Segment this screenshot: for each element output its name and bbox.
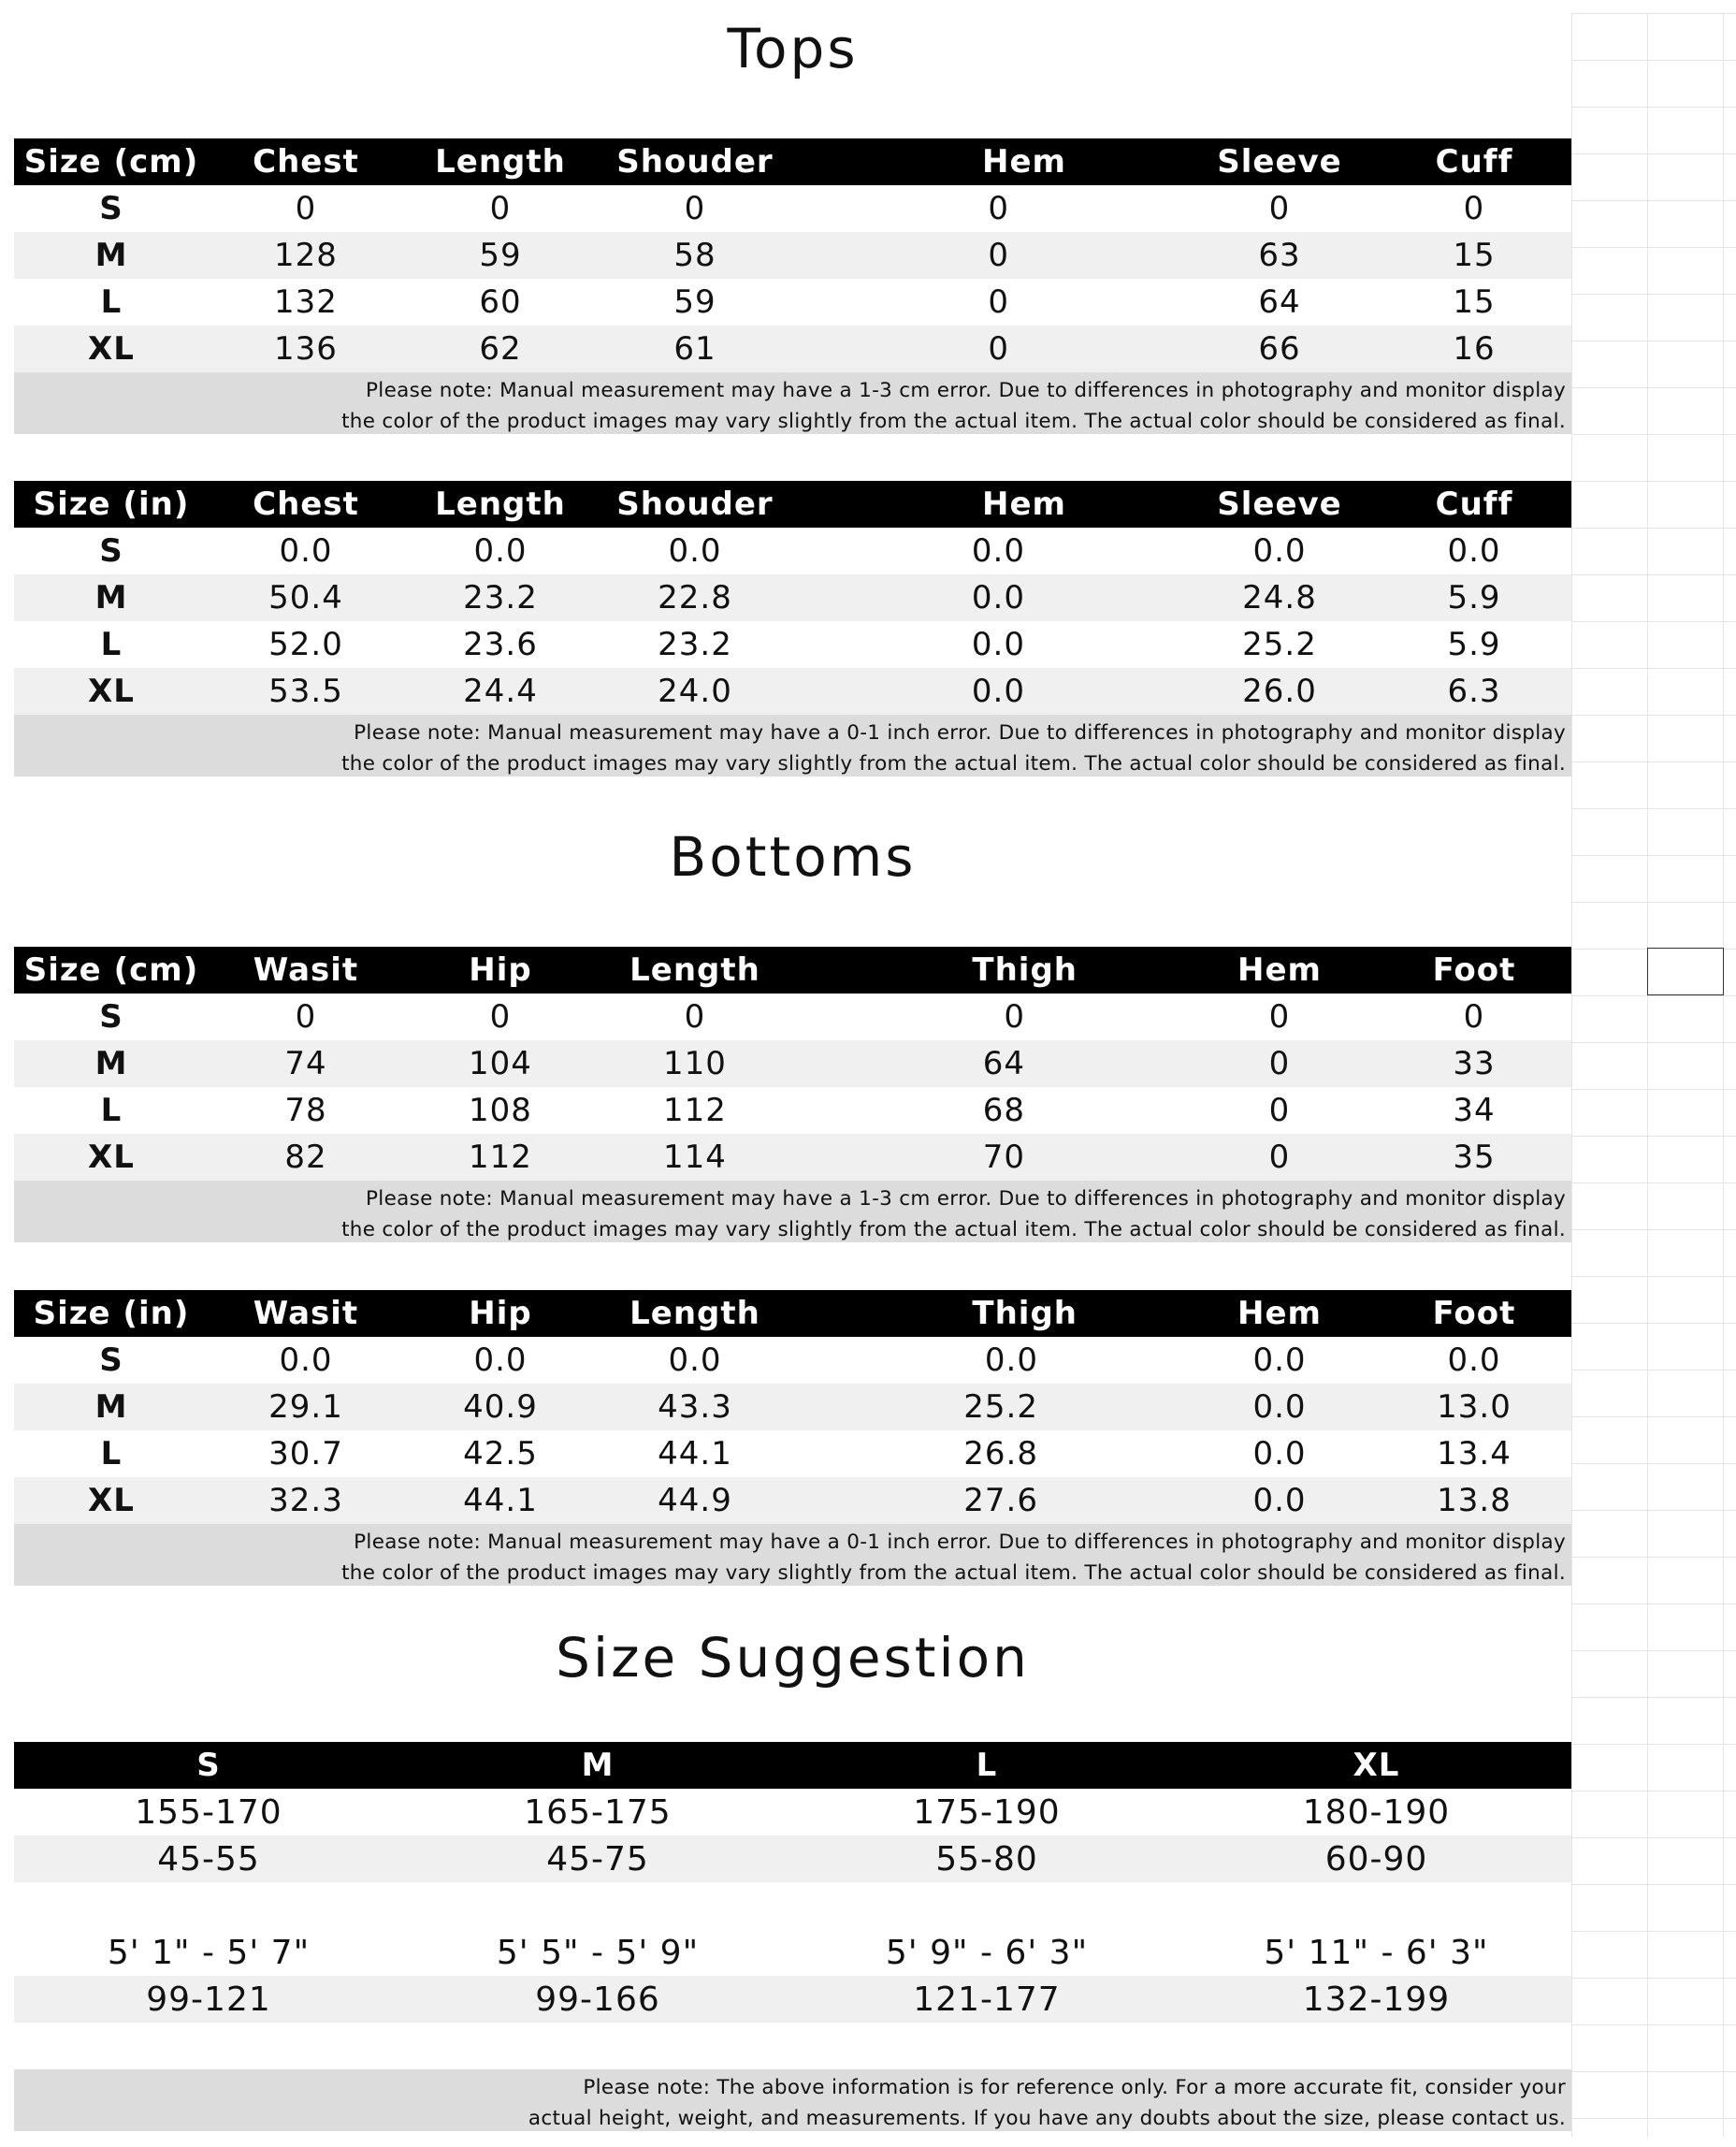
table-cell: 0 xyxy=(1268,998,1291,1036)
table-cell: 82 xyxy=(209,1134,403,1181)
header-cell: L xyxy=(792,1742,1181,1789)
table-cell: 99-121 xyxy=(14,1976,403,2023)
note-line: the color of the product images may vary slightly from the actual item. The actual color should be considered as final. xyxy=(341,752,1566,776)
header-cell: Wasit xyxy=(209,1290,403,1337)
table-cell: 45-75 xyxy=(403,1835,792,1882)
table-cell: 59 xyxy=(403,232,598,279)
table-cell: 40.9 xyxy=(403,1384,598,1430)
table-cell: 44.1 xyxy=(658,1435,732,1472)
header-cell: Hip xyxy=(403,947,598,994)
note-line: the color of the product images may vary slightly from the actual item. The actual color should be considered as final. xyxy=(341,1218,1566,1241)
table-cell: 0.0 xyxy=(1182,1384,1377,1430)
table-cell: 114 xyxy=(598,1134,792,1181)
size-suggestion-table xyxy=(14,1742,1571,2023)
table-cell: XL xyxy=(14,326,209,372)
table-cell: 128 xyxy=(209,232,403,279)
table-cell: 0 xyxy=(295,190,317,227)
table-row xyxy=(14,528,1571,574)
table-row xyxy=(14,1835,1571,1882)
table-row xyxy=(14,1087,1571,1134)
table-cell: 0.0 xyxy=(792,668,1182,715)
table-row xyxy=(14,574,1571,621)
note-line: Please note: Manual measurement may have a 0-1 inch error. Due to differences in photography and monitor display xyxy=(354,721,1566,745)
table-cell: 110 xyxy=(598,1040,792,1087)
table-cell: 61 xyxy=(598,326,792,372)
reference-note xyxy=(14,2069,1571,2131)
table-cell: 44.1 xyxy=(403,1477,598,1524)
table-cell: 136 xyxy=(209,326,403,372)
table-cell: 5' 1" - 5' 7" xyxy=(107,1933,311,1972)
table-cell: 132 xyxy=(274,283,338,321)
header-cell: Hem xyxy=(792,138,1182,185)
table-cell: 64 xyxy=(1258,283,1301,321)
table-cell: 0.0 xyxy=(1252,1435,1307,1472)
table-cell: 43.3 xyxy=(598,1384,792,1430)
table-row xyxy=(14,1384,1571,1430)
table-cell: 132-199 xyxy=(1181,1976,1571,2023)
table-cell: 25.2 xyxy=(1242,626,1317,663)
spreadsheet-grid xyxy=(1571,13,1736,2137)
table-cell: 0.0 xyxy=(1447,1342,1501,1379)
table-cell: 58 xyxy=(598,232,792,279)
header-cell: Cuff xyxy=(1377,138,1571,185)
tops-title: Tops xyxy=(727,17,859,80)
table-cell: 0 xyxy=(1268,1092,1291,1129)
table-cell: 0 xyxy=(988,283,1009,321)
table-cell: 121-177 xyxy=(792,1976,1181,2023)
table-row xyxy=(14,1976,1571,2023)
table-cell: 0 xyxy=(489,190,512,227)
table-cell: 15 xyxy=(1453,283,1496,321)
note-line: Please note: Manual measurement may have a 1-3 cm error. Due to differences in photography and monitor display xyxy=(366,379,1566,402)
header-cell: Chest xyxy=(209,138,403,185)
table-cell: 5' 5" - 5' 9" xyxy=(496,1933,700,1972)
table-cell: L xyxy=(100,626,123,663)
table-cell: 6.3 xyxy=(1377,668,1571,715)
measurement-note xyxy=(14,372,1571,434)
table-cell: S xyxy=(99,1342,123,1379)
table-cell: 5' 11" - 6' 3" xyxy=(1264,1933,1489,1972)
table-cell: 175-190 xyxy=(913,1792,1061,1832)
header-cell: Thigh xyxy=(792,947,1182,994)
table-cell: 59 xyxy=(673,283,716,321)
table-cell: 5' 9" - 6' 3" xyxy=(885,1933,1089,1972)
note-line: Please note: Manual measurement may have a 0-1 inch error. Due to differences in photography and monitor display xyxy=(354,1530,1566,1554)
table-cell: 0 xyxy=(1463,998,1485,1036)
table-cell: 0.0 xyxy=(473,532,528,570)
table-cell: 0.0 xyxy=(792,574,1182,621)
header-cell: Length xyxy=(598,1290,792,1337)
table-cell: L xyxy=(100,283,123,321)
table-cell: 0 xyxy=(792,326,1182,372)
header-cell: Hem xyxy=(1182,947,1377,994)
table-cell: 0 xyxy=(684,998,706,1036)
table-cell: M xyxy=(14,574,209,621)
table-header-row xyxy=(14,138,1571,185)
table-cell: 13.8 xyxy=(1377,1477,1571,1524)
table-row xyxy=(14,185,1571,232)
table-cell: 33 xyxy=(1377,1040,1571,1087)
table-cell: 53.5 xyxy=(209,668,403,715)
table-row xyxy=(14,1882,1571,1929)
table-cell: 64 xyxy=(792,1040,1182,1087)
table-cell: 0.0 xyxy=(971,626,1025,663)
header-cell: Chest xyxy=(209,481,403,528)
bottoms-in-table xyxy=(14,1290,1571,1524)
table-cell: 16 xyxy=(1377,326,1571,372)
table-cell: 165-175 xyxy=(524,1792,672,1832)
table-cell: 24.0 xyxy=(598,668,792,715)
table-cell: 15 xyxy=(1377,232,1571,279)
measurement-note xyxy=(14,715,1571,776)
table-cell: 42.5 xyxy=(463,1435,538,1472)
table-cell xyxy=(1181,1882,1571,1929)
header-cell: M xyxy=(403,1742,792,1789)
table-row xyxy=(14,1134,1571,1181)
table-cell: S xyxy=(99,532,123,570)
header-cell: Sleeve xyxy=(1182,481,1377,528)
table-cell: 112 xyxy=(403,1134,598,1181)
table-cell: 24.8 xyxy=(1182,574,1377,621)
table-cell: 0.0 xyxy=(279,532,333,570)
table-row xyxy=(14,1929,1571,1976)
table-cell: 60 xyxy=(479,283,522,321)
table-cell: 0 xyxy=(988,190,1009,227)
table-cell: 180-190 xyxy=(1302,1792,1451,1832)
table-cell: 23.6 xyxy=(463,626,538,663)
note-line: the color of the product images may vary slightly from the actual item. The actual color should be considered as final. xyxy=(341,410,1566,433)
table-cell: 30.7 xyxy=(268,1435,343,1472)
table-cell: XL xyxy=(14,668,209,715)
table-cell: 0 xyxy=(792,232,1182,279)
header-cell: Size (cm) xyxy=(14,138,209,185)
table-cell: 0 xyxy=(1004,998,1025,1036)
table-cell: 0.0 xyxy=(279,1342,333,1379)
table-row xyxy=(14,1337,1571,1384)
table-cell: 0 xyxy=(489,998,512,1036)
table-row xyxy=(14,279,1571,326)
table-cell: M xyxy=(14,1384,209,1430)
header-cell: Shouder xyxy=(598,138,792,185)
table-cell: XL xyxy=(14,1134,209,1181)
table-cell: 0 xyxy=(1182,1134,1377,1181)
header-cell: S xyxy=(14,1742,403,1789)
table-cell: 0 xyxy=(684,190,706,227)
note-line: actual height, weight, and measurements. If you have any doubts about the size, please contact us. xyxy=(528,2107,1566,2130)
table-cell: 0.0 xyxy=(1252,532,1307,570)
table-cell: 0 xyxy=(1182,1040,1377,1087)
header-cell: Foot xyxy=(1377,947,1571,994)
table-cell: 0.0 xyxy=(1182,1477,1377,1524)
table-row xyxy=(14,1789,1571,1835)
table-row xyxy=(14,621,1571,668)
table-cell: 24.4 xyxy=(403,668,598,715)
table-row xyxy=(14,1477,1571,1524)
table-cell: 50.4 xyxy=(209,574,403,621)
table-cell: XL xyxy=(14,1477,209,1524)
note-line: Please note: The above information is for reference only. For a more accurate fit, consider your xyxy=(583,2076,1566,2099)
table-cell: 23.2 xyxy=(658,626,732,663)
header-cell: Size (cm) xyxy=(14,947,209,994)
table-header-row xyxy=(14,481,1571,528)
table-cell: 25.2 xyxy=(792,1384,1182,1430)
header-cell: Length xyxy=(403,481,598,528)
table-cell: 66 xyxy=(1182,326,1377,372)
note-line: Please note: Manual measurement may have a 1-3 cm error. Due to differences in photography and monitor display xyxy=(366,1187,1566,1211)
table-cell: 22.8 xyxy=(598,574,792,621)
table-cell: 155-170 xyxy=(135,1792,282,1832)
header-cell: Thigh xyxy=(792,1290,1182,1337)
table-cell xyxy=(14,1882,403,1929)
table-cell: 52.0 xyxy=(268,626,343,663)
header-cell: Shouder xyxy=(598,481,792,528)
table-cell: 99-166 xyxy=(403,1976,792,2023)
table-cell: 13.4 xyxy=(1437,1435,1512,1472)
measurement-note xyxy=(14,1181,1571,1242)
header-cell: Size (in) xyxy=(14,1290,209,1337)
table-cell: 5.9 xyxy=(1377,574,1571,621)
table-cell: 0.0 xyxy=(1447,532,1501,570)
table-cell: S xyxy=(99,998,123,1036)
table-cell: 74 xyxy=(209,1040,403,1087)
table-cell: 0.0 xyxy=(473,1342,528,1379)
table-cell: 0.0 xyxy=(984,1342,1038,1379)
table-cell: L xyxy=(100,1435,123,1472)
header-cell: Length xyxy=(598,947,792,994)
table-cell: 60-90 xyxy=(1181,1835,1571,1882)
header-cell: Length xyxy=(403,138,598,185)
table-cell: 0.0 xyxy=(668,532,722,570)
tops-in-table xyxy=(14,481,1571,715)
table-header-row xyxy=(14,947,1571,994)
selected-cell[interactable] xyxy=(1647,948,1724,995)
table-cell: 29.1 xyxy=(209,1384,403,1430)
table-cell: 35 xyxy=(1377,1134,1571,1181)
table-cell: 62 xyxy=(403,326,598,372)
table-row xyxy=(14,1430,1571,1477)
table-cell: 5.9 xyxy=(1447,626,1501,663)
table-row xyxy=(14,1040,1571,1087)
table-cell: 0 xyxy=(295,998,317,1036)
table-row xyxy=(14,232,1571,279)
table-cell: 26.0 xyxy=(1182,668,1377,715)
table-cell: 70 xyxy=(792,1134,1182,1181)
table-cell: 55-80 xyxy=(792,1835,1181,1882)
header-cell: Sleeve xyxy=(1182,138,1377,185)
table-cell: M xyxy=(14,232,209,279)
table-cell xyxy=(792,1882,1181,1929)
table-cell: 104 xyxy=(403,1040,598,1087)
table-row xyxy=(14,668,1571,715)
table-cell: 0.0 xyxy=(668,1342,722,1379)
table-cell: 32.3 xyxy=(209,1477,403,1524)
table-cell: 44.9 xyxy=(598,1477,792,1524)
table-cell: 13.0 xyxy=(1377,1384,1571,1430)
table-cell: 0 xyxy=(1268,190,1291,227)
header-cell: Foot xyxy=(1377,1290,1571,1337)
table-cell: M xyxy=(14,1040,209,1087)
header-cell: XL xyxy=(1181,1742,1571,1789)
table-header-row xyxy=(14,1742,1571,1789)
table-cell xyxy=(403,1882,792,1929)
header-cell: Size (in) xyxy=(14,481,209,528)
measurement-note xyxy=(14,1524,1571,1586)
table-cell: L xyxy=(100,1092,123,1129)
header-cell: Hem xyxy=(1182,1290,1377,1337)
table-cell: 45-55 xyxy=(14,1835,403,1882)
table-cell: 63 xyxy=(1182,232,1377,279)
table-cell: 27.6 xyxy=(792,1477,1182,1524)
table-cell: 23.2 xyxy=(403,574,598,621)
table-cell: S xyxy=(99,190,123,227)
table-cell: 0.0 xyxy=(1252,1342,1307,1379)
size-suggestion-title: Size Suggestion xyxy=(556,1626,1030,1690)
table-cell: 26.8 xyxy=(963,1435,1038,1472)
header-cell: Hip xyxy=(403,1290,598,1337)
bottoms-cm-table xyxy=(14,947,1571,1181)
table-row xyxy=(14,994,1571,1040)
header-cell: Hem xyxy=(792,481,1182,528)
header-cell: Cuff xyxy=(1377,481,1571,528)
note-line: the color of the product images may vary slightly from the actual item. The actual color should be considered as final. xyxy=(341,1561,1566,1585)
table-cell: 108 xyxy=(469,1092,532,1129)
table-cell: 78 xyxy=(284,1092,327,1129)
tops-cm-table xyxy=(14,138,1571,372)
table-cell: 68 xyxy=(982,1092,1025,1129)
table-cell: 0 xyxy=(1463,190,1485,227)
header-cell: Wasit xyxy=(209,947,403,994)
table-header-row xyxy=(14,1290,1571,1337)
table-cell: 112 xyxy=(663,1092,727,1129)
table-cell: 0.0 xyxy=(971,532,1025,570)
bottoms-title: Bottoms xyxy=(669,825,917,889)
table-cell: 34 xyxy=(1453,1092,1496,1129)
table-row xyxy=(14,326,1571,372)
